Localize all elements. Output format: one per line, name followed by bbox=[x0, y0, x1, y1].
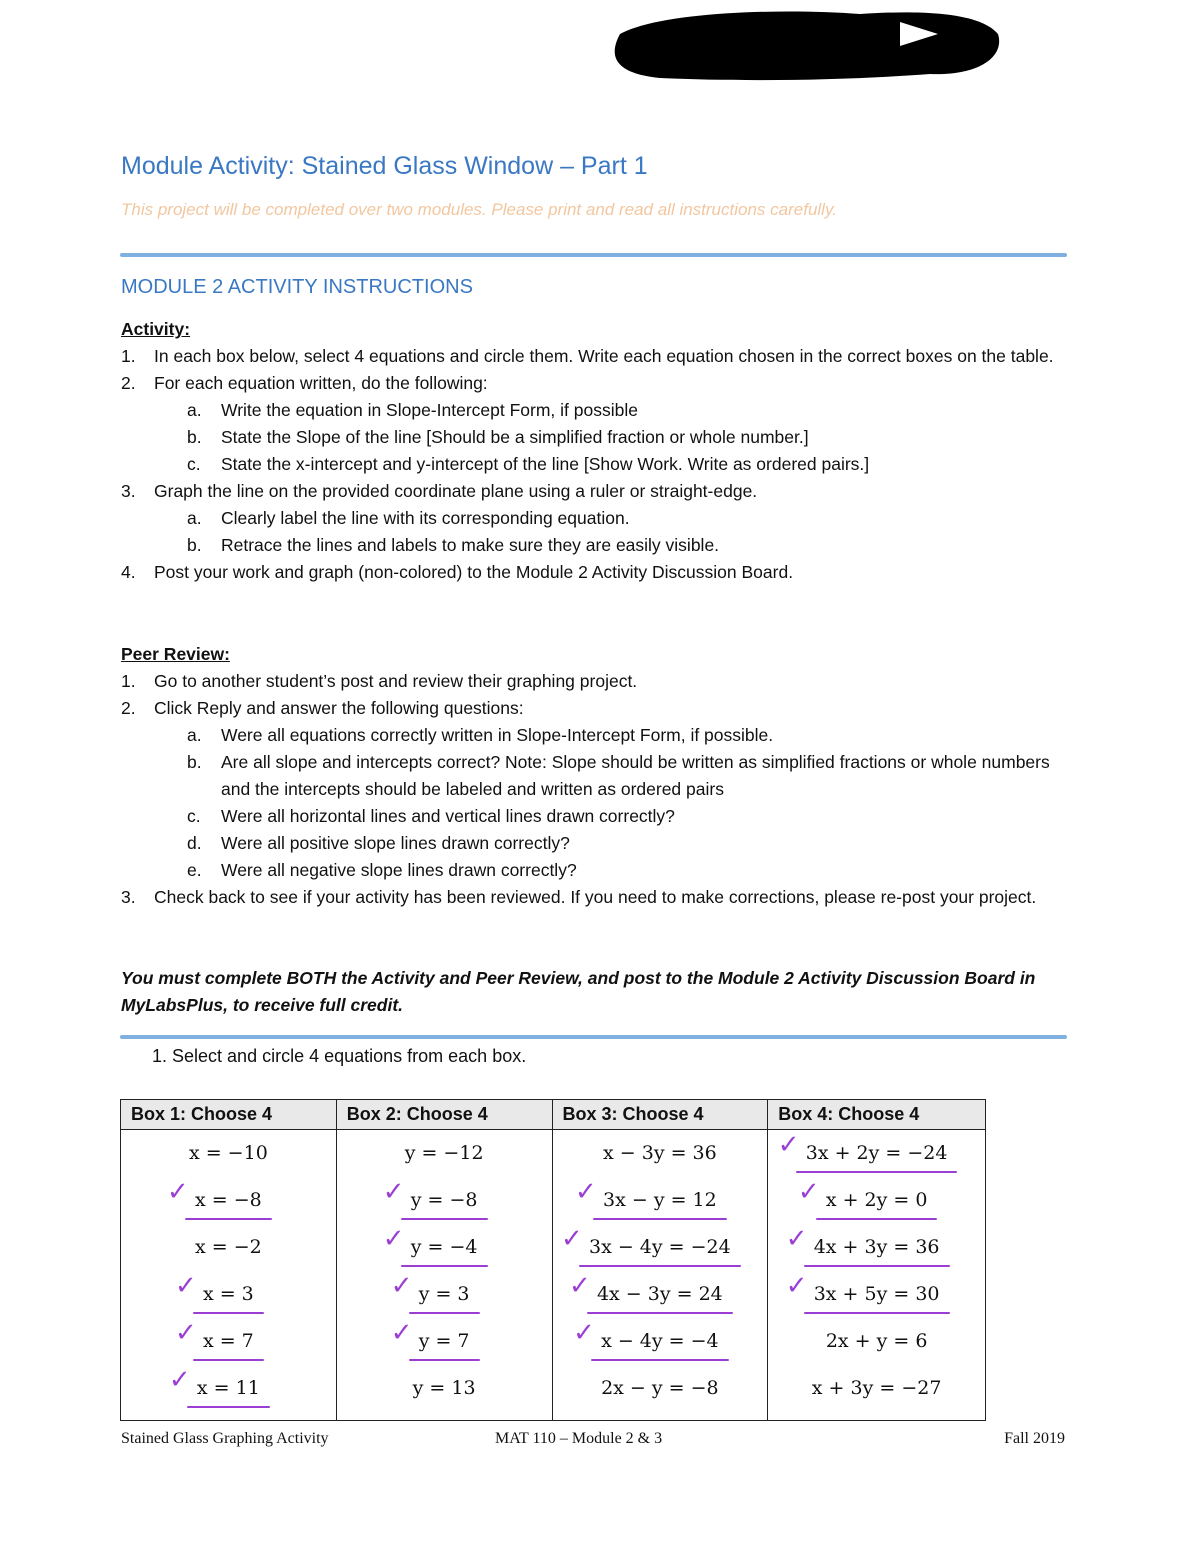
page-subtitle: This project will be completed over two modules. Please print and read all instructions carefully. bbox=[121, 200, 837, 219]
equation-text: 3x − 4y = −24 ✓ bbox=[583, 1232, 737, 1262]
page-title: Module Activity: Stained Glass Window – Part 1 bbox=[121, 152, 648, 180]
check-mark-icon: ✓ bbox=[174, 1271, 197, 1301]
check-mark-icon: ✓ bbox=[390, 1271, 413, 1301]
activity-item bbox=[121, 370, 1081, 397]
equation-item bbox=[553, 1373, 768, 1420]
equation-text: 3x − y = 12 ✓ bbox=[597, 1185, 723, 1215]
peer-review-subitem-letter: d. bbox=[187, 833, 202, 853]
peer-review-subitem-letter: e. bbox=[187, 860, 202, 880]
activity-subitem bbox=[121, 532, 1081, 559]
peer-review-subitem-letter: c. bbox=[187, 806, 201, 826]
equation-item bbox=[121, 1138, 336, 1185]
equation-text: y = −12 bbox=[404, 1142, 484, 1164]
peer-review-item bbox=[121, 668, 1081, 695]
activity-subitem bbox=[121, 397, 1081, 424]
activity-subitem-letter: b. bbox=[187, 427, 202, 447]
equation-text: x = 7 ✓ bbox=[197, 1326, 260, 1356]
box-2-cell bbox=[336, 1130, 552, 1421]
equation-text: y = −4 ✓ bbox=[405, 1232, 484, 1262]
equation-table bbox=[120, 1099, 986, 1421]
equation-item bbox=[121, 1271, 336, 1326]
activity-subitem bbox=[121, 505, 1081, 532]
equation-text: x − 4y = −4 ✓ bbox=[595, 1326, 725, 1356]
activity-subitem-text: State the x-intercept and y-intercept of the line [Show Work. Write as ordered pairs.] bbox=[221, 454, 870, 474]
equation-text: 4x + 3y = 36 ✓ bbox=[808, 1232, 946, 1262]
equation-item bbox=[337, 1177, 552, 1232]
equation-text: x = −8 ✓ bbox=[189, 1185, 268, 1215]
check-mark-icon: ✓ bbox=[797, 1177, 820, 1207]
equation-text: x = −10 bbox=[188, 1142, 268, 1164]
peer-review-subitem-text: Were all negative slope lines drawn correctly? bbox=[221, 860, 577, 880]
equation-item bbox=[768, 1326, 985, 1373]
equation-item bbox=[768, 1271, 985, 1326]
peer-review-item-number: 3. bbox=[121, 887, 136, 907]
equation-item bbox=[121, 1318, 336, 1373]
peer-review-subitem bbox=[121, 830, 1081, 857]
equation-item bbox=[337, 1318, 552, 1373]
equation-text: x = 3 ✓ bbox=[197, 1279, 260, 1309]
activity-subitem bbox=[121, 424, 1081, 451]
divider-bottom bbox=[120, 1035, 1067, 1039]
activity-subitem-letter: c. bbox=[187, 454, 201, 474]
equation-text: 3x + 2y = −24 ✓ bbox=[800, 1138, 954, 1168]
section-heading: MODULE 2 ACTIVITY INSTRUCTIONS bbox=[121, 276, 473, 298]
box-1-cell bbox=[121, 1130, 337, 1421]
equation-item bbox=[121, 1232, 336, 1279]
box-3-cell bbox=[552, 1130, 768, 1421]
activity-item-text: For each equation written, do the following: bbox=[154, 373, 488, 393]
activity-subitem-letter: a. bbox=[187, 400, 202, 420]
equation-text: 3x + 5y = 30 ✓ bbox=[808, 1279, 946, 1309]
check-mark-icon: ✓ bbox=[390, 1318, 413, 1348]
peer-review-subitem bbox=[121, 857, 1081, 884]
activity-list bbox=[121, 343, 1081, 586]
divider-top bbox=[120, 253, 1067, 257]
activity-subitem-text: Write the equation in Slope-Intercept Form, if possible bbox=[221, 400, 638, 420]
peer-review-heading: Peer Review: bbox=[121, 644, 230, 664]
check-mark-icon: ✓ bbox=[167, 1177, 189, 1207]
activity-item-number: 3. bbox=[121, 481, 136, 501]
equation-item bbox=[768, 1373, 985, 1420]
activity-item-text: Post your work and graph (non-colored) to the Module 2 Activity Discussion Board. bbox=[154, 562, 794, 582]
equation-text: x + 3y = −27 bbox=[811, 1377, 942, 1399]
activity-item-number: 2. bbox=[121, 373, 136, 393]
equation-text: y = 7 ✓ bbox=[413, 1326, 476, 1356]
peer-review-subitem-letter: a. bbox=[187, 725, 202, 745]
peer-review-item-number: 2. bbox=[121, 698, 136, 718]
activity-item-number: 1. bbox=[121, 346, 136, 366]
peer-review-item-text: Check back to see if your activity has been reviewed. If you need to make corrections, please re-post your project. bbox=[154, 887, 1037, 907]
check-mark-icon: ✓ bbox=[568, 1271, 591, 1301]
check-mark-icon: ✓ bbox=[382, 1224, 405, 1254]
activity-item-text: Graph the line on the provided coordinate plane using a ruler or straight-edge. bbox=[154, 481, 758, 501]
equation-text: x = 11 ✓ bbox=[191, 1373, 266, 1403]
peer-review-list bbox=[121, 668, 1081, 911]
peer-review-subitem bbox=[121, 749, 1081, 803]
activity-item bbox=[121, 343, 1081, 370]
check-mark-icon: ✓ bbox=[561, 1224, 583, 1254]
equation-item bbox=[553, 1177, 768, 1232]
equation-text: y = 3 ✓ bbox=[413, 1279, 476, 1309]
equation-text: y = −8 ✓ bbox=[405, 1185, 484, 1215]
activity-subitem bbox=[121, 451, 1081, 478]
peer-review-subitem bbox=[121, 722, 1081, 749]
activity-heading: Activity: bbox=[121, 319, 191, 339]
table-instruction: 1. Select and circle 4 equations from each box. bbox=[152, 1046, 527, 1066]
check-mark-icon: ✓ bbox=[777, 1130, 800, 1160]
activity-item-number: 4. bbox=[121, 562, 136, 582]
equation-item bbox=[337, 1271, 552, 1326]
peer-review-item-number: 1. bbox=[121, 671, 136, 691]
activity-item bbox=[121, 478, 1081, 505]
peer-review-item bbox=[121, 695, 1081, 722]
activity-item-text: In each box below, select 4 equations and circle them. Write each equation chosen in the correct boxes on the table. bbox=[154, 346, 1054, 366]
peer-review-item-text: Go to another student’s post and review their graphing project. bbox=[154, 671, 638, 691]
equation-item bbox=[337, 1138, 552, 1185]
box-4-cell bbox=[768, 1130, 986, 1421]
equation-text: x = −2 bbox=[195, 1236, 262, 1258]
equation-item bbox=[337, 1224, 552, 1279]
activity-item bbox=[121, 559, 1081, 586]
peer-review-section bbox=[121, 641, 1081, 911]
equation-text: x + 2y = 0 ✓ bbox=[820, 1185, 934, 1215]
check-mark-icon: ✓ bbox=[573, 1318, 595, 1348]
footer-center: MAT 110 – Module 2 & 3 bbox=[495, 1430, 663, 1447]
peer-review-subitem bbox=[121, 803, 1081, 830]
activity-subitem-letter: b. bbox=[187, 535, 202, 555]
peer-review-subitem-text: Were all equations correctly written in Slope-Intercept Form, if possible. bbox=[221, 725, 774, 745]
equation-text: 2x + y = 6 bbox=[825, 1330, 928, 1352]
box-1-header: Box 1: Choose 4 bbox=[121, 1100, 337, 1130]
check-mark-icon: ✓ bbox=[382, 1177, 405, 1207]
redaction-mark bbox=[600, 4, 1005, 84]
equation-item bbox=[553, 1318, 768, 1373]
peer-review-subitem-text: Are all slope and intercepts correct? Note: Slope should be written as simplified fractions or whole numbers and the intercepts should be labeled and written as ordered pairs bbox=[221, 752, 1050, 799]
peer-review-subitem-letter: b. bbox=[187, 752, 202, 772]
check-mark-icon: ✓ bbox=[168, 1365, 191, 1395]
equation-text: 4x − 3y = 24 ✓ bbox=[591, 1279, 729, 1309]
peer-review-item bbox=[121, 884, 1081, 911]
peer-review-subitem-text: Were all positive slope lines drawn correctly? bbox=[221, 833, 570, 853]
activity-subitem-text: Retrace the lines and labels to make sure they are easily visible. bbox=[221, 535, 720, 555]
check-mark-icon: ✓ bbox=[174, 1318, 197, 1348]
check-mark-icon: ✓ bbox=[785, 1224, 808, 1254]
credit-note: You must complete BOTH the Activity and Peer Review, and post to the Module 2 Activity Discussion Board in MyLabsPlus, to receive full credit. bbox=[121, 968, 1036, 1015]
box-2-header: Box 2: Choose 4 bbox=[336, 1100, 552, 1130]
equation-item bbox=[337, 1373, 552, 1420]
activity-subitem-text: Clearly label the line with its corresponding equation. bbox=[221, 508, 630, 528]
equation-text: x − 3y = 36 bbox=[603, 1142, 717, 1164]
equation-text: 2x − y = −8 bbox=[601, 1377, 719, 1399]
check-mark-icon: ✓ bbox=[785, 1271, 808, 1301]
check-mark-icon: ✓ bbox=[575, 1177, 597, 1207]
box-3-header: Box 3: Choose 4 bbox=[552, 1100, 768, 1130]
equation-item bbox=[121, 1177, 336, 1232]
activity-subitem-text: State the Slope of the line [Should be a simplified fraction or whole number.] bbox=[221, 427, 809, 447]
equation-item bbox=[121, 1365, 336, 1420]
box-4-header: Box 4: Choose 4 bbox=[768, 1100, 986, 1130]
peer-review-subitem-text: Were all horizontal lines and vertical lines drawn correctly? bbox=[221, 806, 675, 826]
peer-review-item-text: Click Reply and answer the following questions: bbox=[154, 698, 524, 718]
activity-subitem-letter: a. bbox=[187, 508, 202, 528]
activity-section bbox=[121, 316, 1081, 586]
footer-right: Fall 2019 bbox=[1004, 1430, 1065, 1447]
footer-left: Stained Glass Graphing Activity bbox=[121, 1430, 329, 1447]
equation-text: y = 13 bbox=[412, 1377, 476, 1399]
